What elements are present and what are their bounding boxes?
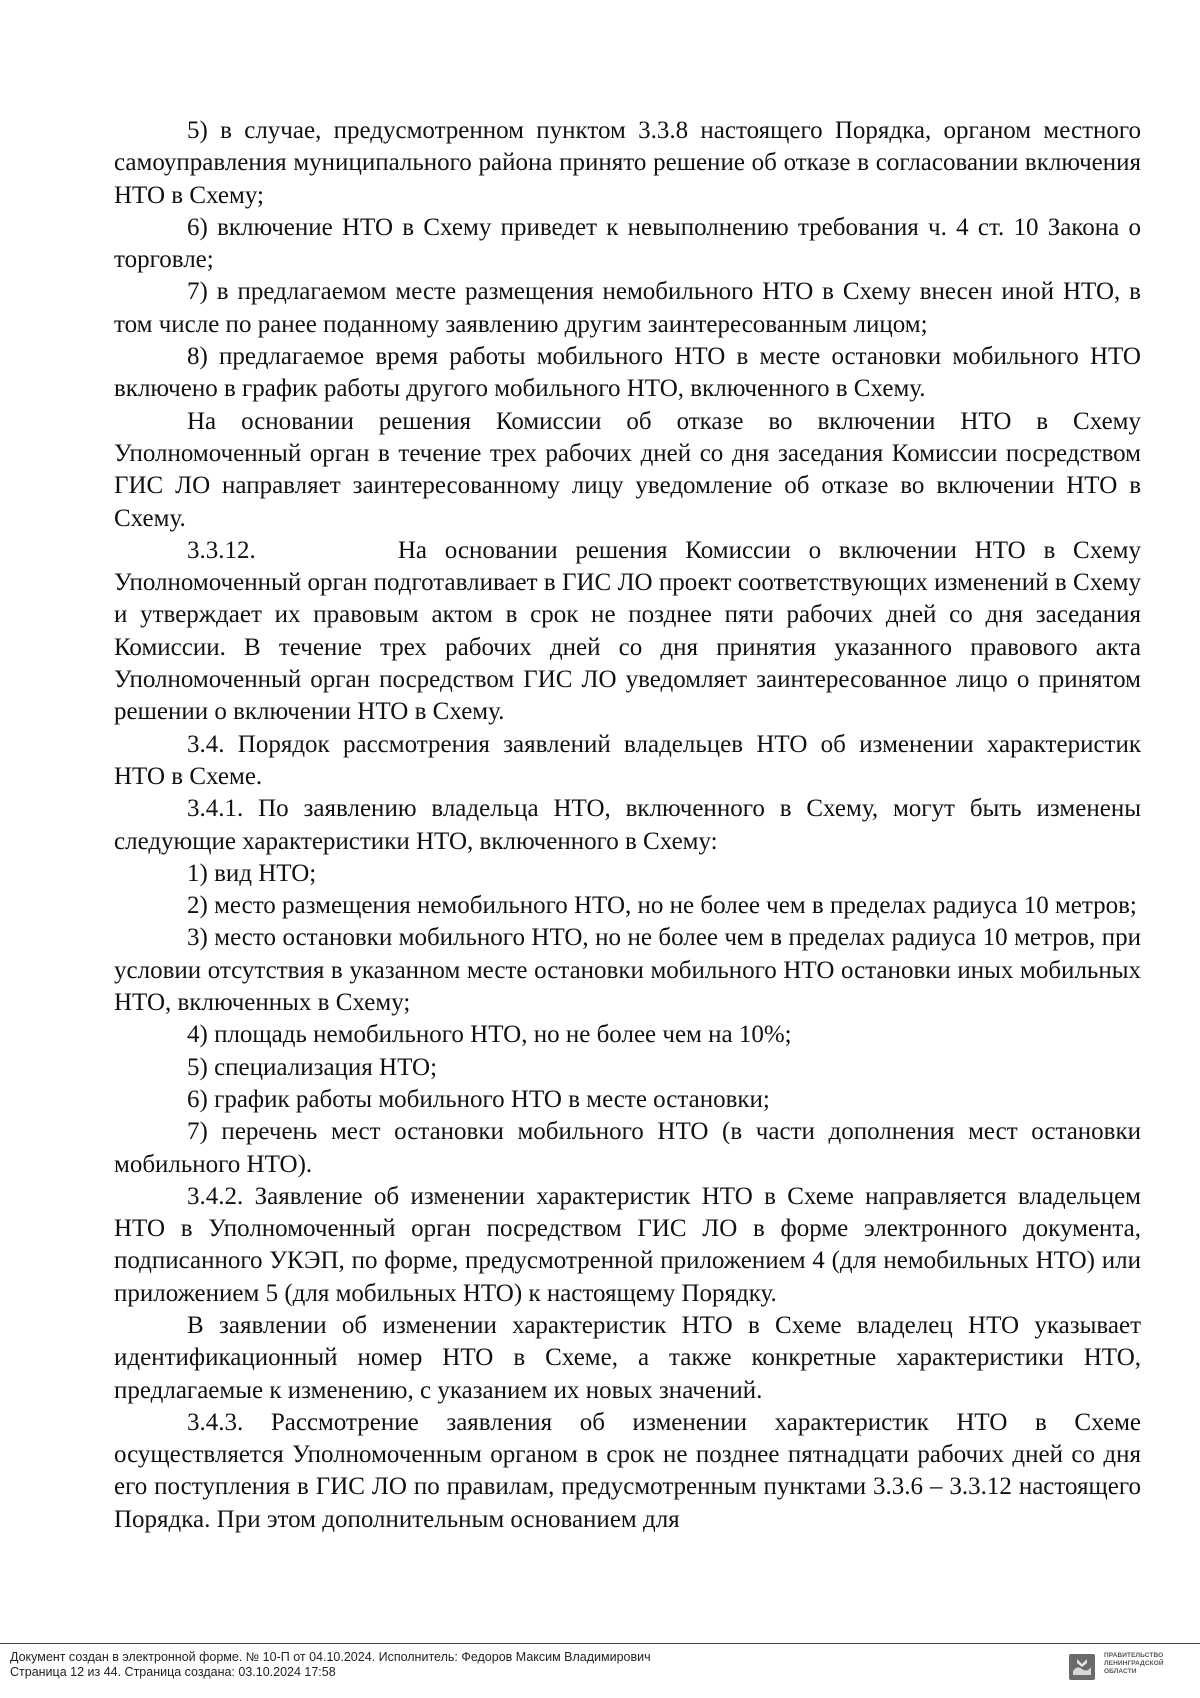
paragraph: 3.4.1. По заявлению владельца НТО, включенного в Схему, могут быть изменены следующие характеристики НТО, включенного в Схему: <box>114 795 1141 855</box>
paragraph: 8) предлагаемое время работы мобильного НТО в месте остановки мобильного НТО включено в график работы другого мобильного НТО, включенного в Схему. <box>114 343 1141 403</box>
paragraph: 3.3.12. На основании решения Комиссии о включении НТО в Схему Уполномоченный орган подготавливает в ГИС ЛО проект соответствующих изменений в Схему и утверждает их правовым актом в срок не позднее пяти рабочих дней со дня заседания Комиссии. В течение трех рабочих дней со дня принятия указанного правового акта Уполномоченный орган посредством ГИС ЛО уведомляет заинтересованное лицо о принятом решении о включении НТО в Схему. <box>114 536 1148 726</box>
paragraph: 5) в случае, предусмотренном пунктом 3.3.8 настоящего Порядка, органом местного самоуправления муниципального района принято решение об отказе в согласовании включения НТО в Схему; <box>114 117 1141 209</box>
paragraph: 4) площадь немобильного НТО, но не более чем на 10%; <box>187 1021 792 1049</box>
paragraph: 5) специализация НТО; <box>187 1053 438 1081</box>
paragraph: На основании решения Комиссии об отказе во включении НТО в Схему Уполномоченный орган в течение трех рабочих дней со дня заседания Комиссии посредством ГИС ЛО направляет заинтересованному лицу уведомление об отказе во включении НТО в Схему. <box>114 407 1141 532</box>
paragraph: В заявлении об изменении характеристик НТО в Схеме владелец НТО указывает идентификационный номер НТО в Схеме, а также конкретные характеристики НТО, предлагаемые к изменению, с указанием их новых значений. <box>114 1311 1141 1404</box>
paragraph: 3.4.2. Заявление об изменении характеристик НТО в Схеме направляется владельцем НТО в Уполномоченный орган посредством ГИС ЛО в форме электронного документа, подписанного УКЭП, по форме, предусмотренной приложением 4 (для немобильных НТО) или приложением 5 (для мобильных НТО) к настоящему Порядку. <box>114 1182 1141 1307</box>
paragraph: 3.4. Порядок рассмотрения заявлений владельцев НТО об изменении характеристик НТО в Схеме. <box>114 730 1141 790</box>
footer-divider <box>0 1643 1200 1644</box>
paragraph: 3) место остановки мобильного НТО, но не более чем в пределах радиуса 10 метров, при условии отсутствия в указанном месте остановки мобильного НТО остановки иных мобильных НТО, включенных в Схему; <box>114 924 1141 1017</box>
paragraph: 1) вид НТО; <box>187 859 317 887</box>
government-logo <box>1068 1650 1192 1684</box>
paragraph: 3.4.3. Рассмотрение заявления об изменении характеристик НТО в Схеме осуществляется Уполномоченным органом в срок не позднее пятнадцати рабочих дней со дня его поступления в ГИС ЛО по правилам, предусмотренным пунктами 3.3.6 – 3.3.12 настоящего Порядка. При этом дополнительным основанием для <box>114 1408 1141 1533</box>
paragraph: 7) в предлагаемом месте размещения немобильного НТО в Схему внесен иной НТО, в том числе по ранее поданному заявлению другим заинтересованным лицом; <box>114 278 1141 338</box>
coat-of-arms-icon <box>1068 1653 1096 1681</box>
paragraph: 6) график работы мобильного НТО в месте остановки; <box>187 1085 770 1113</box>
footer-document-info: Документ создан в электронной форме. № 10-П от 04.10.2024. Исполнитель: Федоров Максим Владимирович <box>10 1650 651 1664</box>
logo-caption: ПРАВИТЕЛЬСТВО ЛЕНИНГРАДСКОЙ ОБЛАСТИ <box>1104 1652 1164 1675</box>
document-body <box>114 115 1148 1536</box>
document-footer <box>10 1650 651 1680</box>
paragraph: 6) включение НТО в Схему приведет к невыполнению требования ч. 4 ст. 10 Закона о торговле; <box>114 213 1141 274</box>
footer-page-info: Страница 12 из 44. Страница создана: 03.10.2024 17:58 <box>10 1665 336 1679</box>
paragraph: 7) перечень мест остановки мобильного НТО (в части дополнения мест остановки мобильного НТО). <box>114 1118 1141 1178</box>
paragraph: 2) место размещения немобильного НТО, но не более чем в пределах радиуса 10 метров; <box>187 892 1137 920</box>
